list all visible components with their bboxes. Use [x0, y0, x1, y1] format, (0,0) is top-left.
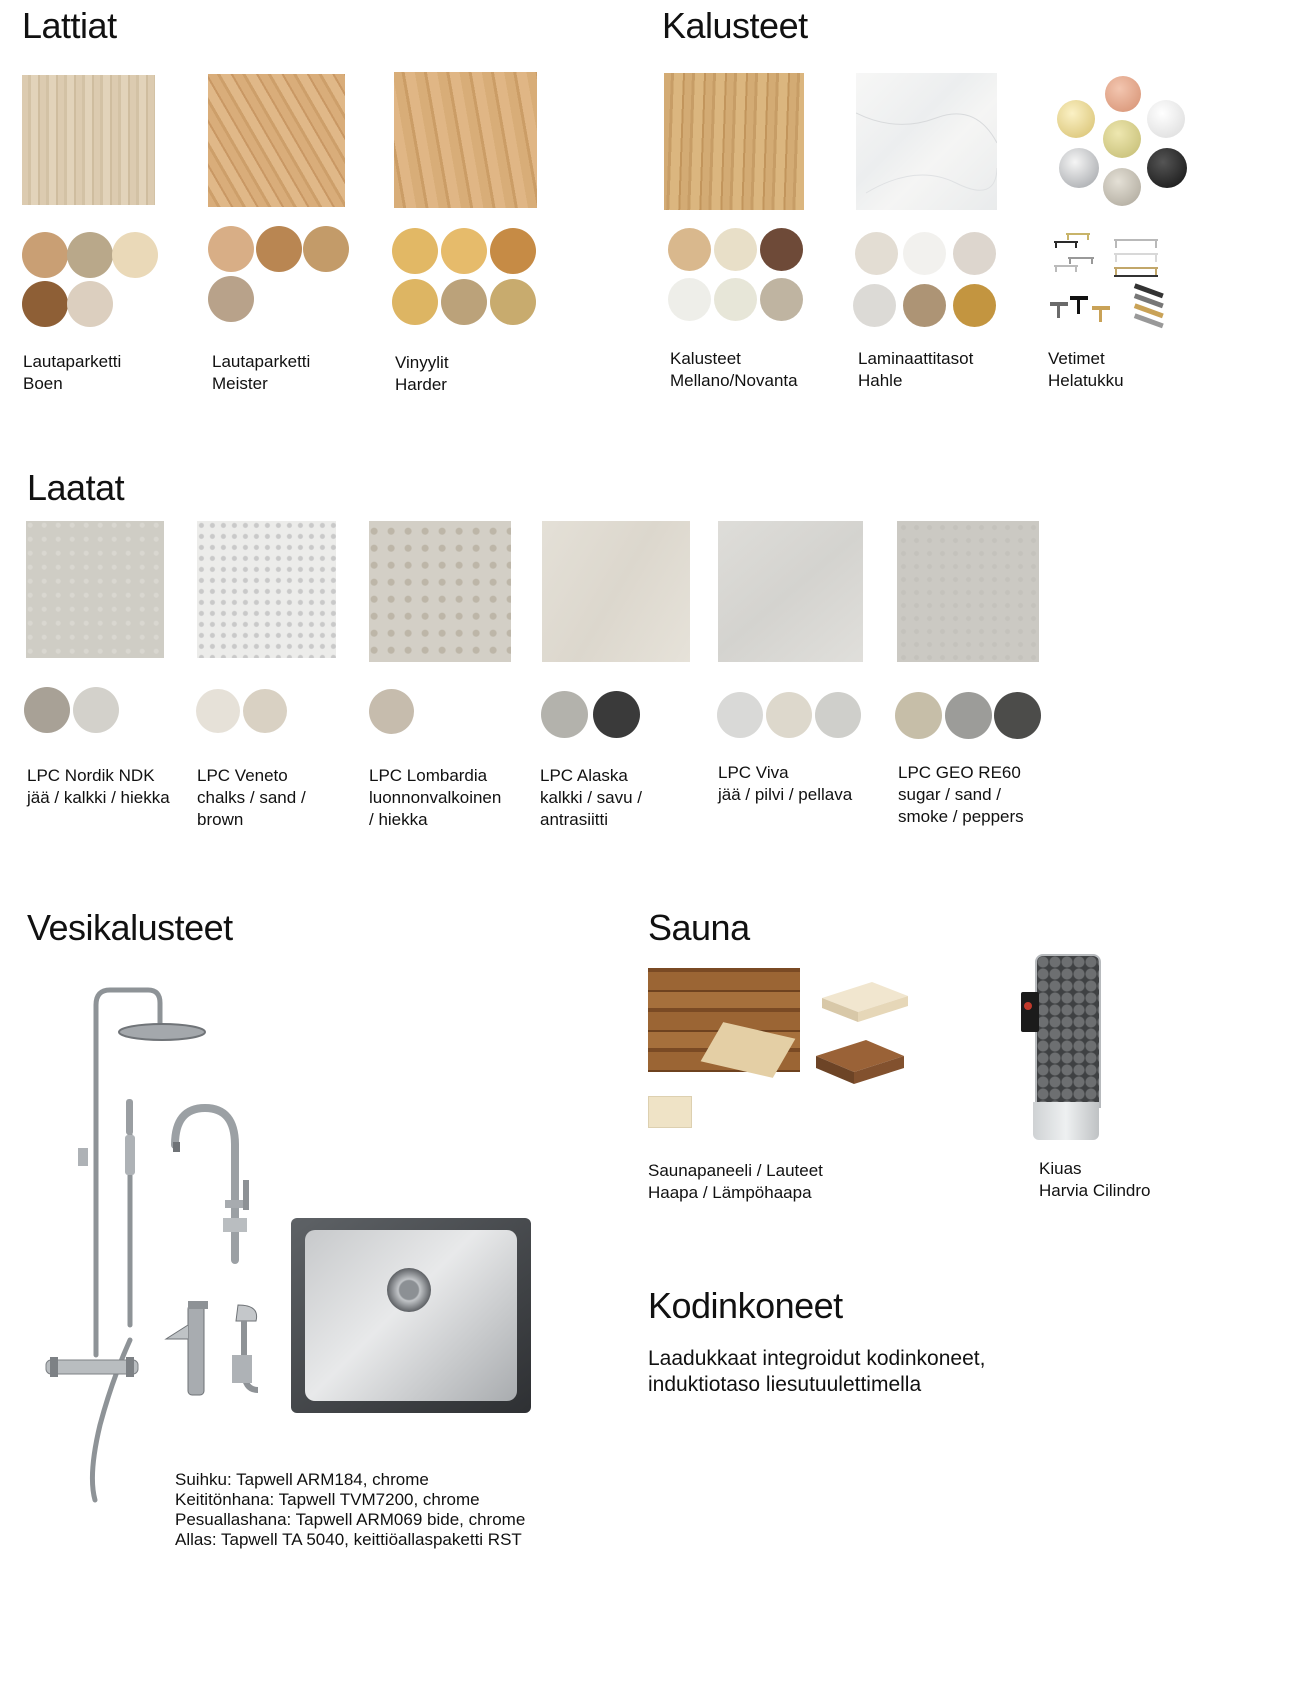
color-dot	[903, 284, 946, 327]
marble-veins	[856, 73, 997, 210]
swatch-meister	[208, 74, 345, 207]
benches-image	[812, 978, 912, 1088]
caption-boen: Lautaparketti Boen	[23, 352, 122, 393]
color-dot	[953, 232, 996, 275]
color-dot	[593, 691, 640, 738]
color-dot	[441, 279, 487, 325]
color-dot	[490, 279, 536, 325]
color-dot	[24, 687, 70, 733]
kitchen-faucet-image	[165, 1100, 260, 1265]
color-dot	[668, 228, 711, 271]
color-dot	[243, 689, 287, 733]
color-dot	[392, 279, 438, 325]
caption-helatukku: Vetimet Helatukku	[1048, 349, 1124, 390]
color-dot	[766, 692, 812, 738]
caption-geo: LPC GEO RE60 sugar / sand / smoke / peppers	[898, 763, 1024, 826]
section-title-appliances: Kodinkoneet	[648, 1285, 843, 1326]
color-dot	[22, 281, 68, 327]
color-dot	[760, 278, 803, 321]
swatch-boen	[22, 75, 155, 205]
color-dot	[994, 692, 1041, 739]
heater-image	[1033, 954, 1099, 1140]
color-dot	[369, 689, 414, 734]
color-dot	[815, 692, 861, 738]
color-dot	[853, 284, 896, 327]
color-dot	[256, 226, 302, 272]
color-dot	[303, 226, 349, 272]
caption-harder: Vinyylit Harder	[395, 353, 449, 394]
color-dot	[112, 232, 158, 278]
swatch-geo	[897, 521, 1039, 662]
caption-heater: Kiuas Harvia Cilindro	[1039, 1159, 1151, 1200]
color-dot	[67, 281, 113, 327]
caption-meister: Lautaparketti Meister	[212, 352, 311, 393]
sink-image	[291, 1218, 531, 1413]
panel-image	[648, 968, 800, 1072]
bidet-faucet-image	[160, 1295, 270, 1405]
color-dot	[717, 692, 763, 738]
swatch-hahle	[856, 73, 997, 210]
caption-nordik: LPC Nordik NDK jää / kalkki / hiekka	[27, 766, 170, 807]
section-title-fixtures: Vesikalusteet	[27, 907, 233, 948]
color-dot	[855, 232, 898, 275]
section-title-flooring: Lattiat	[22, 5, 117, 46]
swatch-lombardia	[369, 521, 511, 662]
color-dot	[541, 691, 588, 738]
section-title-furniture: Kalusteet	[662, 5, 808, 46]
handles-image	[1048, 230, 1173, 335]
color-dot	[73, 687, 119, 733]
color-dot	[903, 232, 946, 275]
swatch-veneto	[197, 521, 336, 658]
fixtures-spec-list: Suihku: Tapwell ARM184, chrome Keititönhana: Tapwell TVM7200, chrome Pesuallashana: Tapwell ARM069 bide, chrome Allas: Tapwell TA 5040, keittiöallaspaketti RST	[175, 1470, 526, 1549]
caption-mellano: Kalusteet Mellano/Novanta	[670, 349, 798, 390]
color-dot	[392, 228, 438, 274]
color-dot	[67, 232, 113, 278]
color-dot	[714, 228, 757, 271]
color-dot	[22, 232, 68, 278]
color-dot	[208, 226, 254, 272]
color-dot	[196, 689, 240, 733]
swatch-alaska	[542, 521, 690, 662]
swatch-harder	[394, 72, 537, 208]
color-dot	[714, 278, 757, 321]
caption-lombardia: LPC Lombardia luonnonvalkoinen / hiekka	[369, 766, 502, 829]
appliances-description: Laadukkaat integroidut kodinkoneet, induktiotaso liesutuulettimella	[648, 1347, 986, 1396]
caption-veneto: LPC Veneto chalks / sand / brown	[197, 766, 306, 829]
color-dot	[490, 228, 536, 274]
knobs-image	[1055, 74, 1190, 200]
swatch-mellano	[664, 73, 804, 210]
section-title-sauna: Sauna	[648, 907, 750, 948]
color-dot	[953, 284, 996, 327]
caption-hahle: Laminaattitasot Hahle	[858, 349, 974, 390]
color-dot	[945, 692, 992, 739]
color-dot	[760, 228, 803, 271]
color-dot	[208, 276, 254, 322]
caption-viva: LPC Viva jää / pilvi / pellava	[718, 763, 853, 804]
color-dot	[895, 692, 942, 739]
panel-sample-image	[648, 1096, 692, 1128]
color-dot	[441, 228, 487, 274]
caption-sauna-panel: Saunapaneeli / Lauteet Haapa / Lämpöhaapa	[648, 1161, 823, 1202]
caption-alaska: LPC Alaska kalkki / savu / antrasiitti	[540, 766, 643, 829]
swatch-viva	[718, 521, 863, 662]
section-title-tiles: Laatat	[27, 467, 125, 508]
swatch-nordik	[26, 521, 164, 658]
color-dot	[668, 278, 711, 321]
